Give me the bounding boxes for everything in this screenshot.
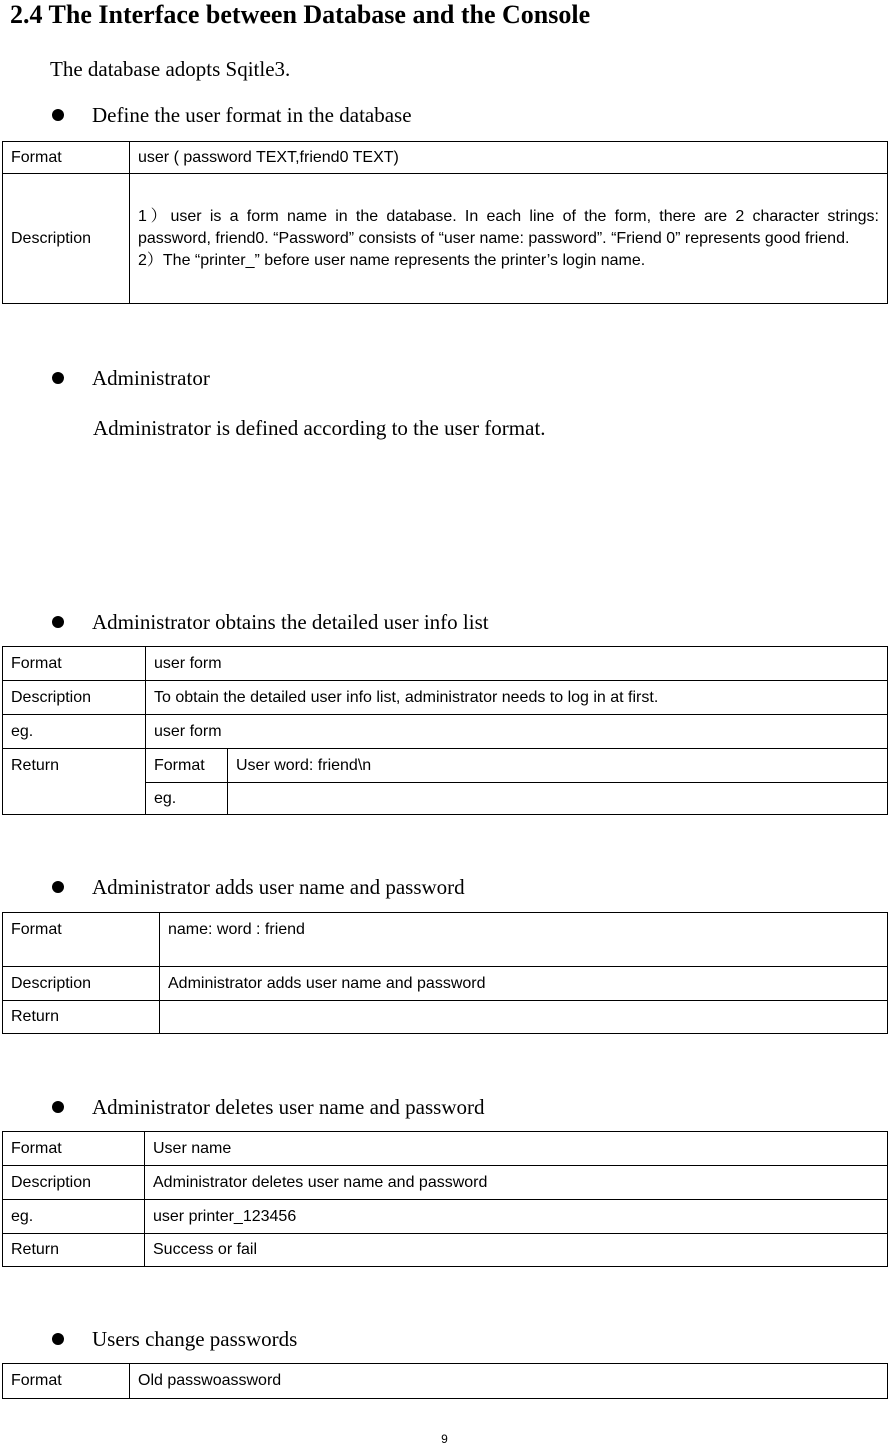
cell-value: Old passwoassword	[130, 1364, 888, 1399]
administrator-text: Administrator is defined according to the user format.	[93, 416, 546, 440]
change-password-table	[2, 1363, 888, 1399]
table-row	[3, 1132, 888, 1166]
cell-value: Administrator deletes user name and password	[145, 1166, 888, 1200]
bullet-text: Administrator deletes user name and password	[92, 1095, 485, 1119]
bullet-dot-icon	[52, 616, 64, 628]
cell-label: Return	[3, 749, 146, 815]
cell-value: user ( password TEXT,friend0 TEXT)	[130, 142, 888, 174]
table-row	[3, 1001, 888, 1034]
cell-value	[160, 1001, 888, 1034]
section-heading: 2.4 The Interface between Database and the Console	[10, 0, 591, 29]
cell-label: eg.	[3, 1200, 145, 1234]
delete-user-table	[2, 1131, 888, 1267]
cell-label: Return	[3, 1234, 145, 1267]
cell-label: eg.	[3, 715, 146, 749]
intro-text: The database adopts Sqitle3.	[50, 57, 291, 81]
cell-label: Return	[3, 1001, 160, 1034]
page-number: 9	[441, 1432, 448, 1446]
cell-sublabel: eg.	[146, 783, 228, 815]
cell-label: Format	[3, 1132, 145, 1166]
bullet-text: Administrator adds user name and password	[92, 875, 465, 899]
bullet-text: Define the user format in the database	[92, 103, 412, 127]
cell-value	[228, 783, 888, 815]
cell-label: Format	[3, 913, 160, 967]
cell-label: Description	[3, 681, 146, 715]
bullet-dot-icon	[52, 1101, 64, 1113]
bullet-dot-icon	[52, 881, 64, 893]
description-line: 1）user is a form name in the database. In each line of the form, there are 2 character strings: password, friend0. “Password” consists of “user name: password”. “Friend 0” represents good friend.	[138, 207, 879, 247]
table-row	[3, 1166, 888, 1200]
cell-label: Description	[3, 967, 160, 1001]
table-row	[3, 967, 888, 1001]
bullet-dot-icon	[52, 1333, 64, 1345]
cell-value: User word: friend\n	[228, 749, 888, 783]
cell-value: user form	[146, 715, 888, 749]
table-row	[3, 913, 888, 967]
table-row	[3, 1234, 888, 1267]
add-user-table	[2, 912, 888, 1034]
table-row	[3, 174, 888, 304]
table-row	[3, 1200, 888, 1234]
table-row	[3, 1364, 888, 1399]
table-row	[3, 142, 888, 174]
cell-sublabel: Format	[146, 749, 228, 783]
cell-value: Success or fail	[145, 1234, 888, 1267]
cell-value: user form	[146, 647, 888, 681]
cell-value: User name	[145, 1132, 888, 1166]
cell-label: Format	[3, 1364, 130, 1399]
cell-label: Description	[3, 174, 130, 304]
table-row	[3, 715, 888, 749]
user-format-table	[2, 141, 888, 304]
cell-label: Format	[3, 647, 146, 681]
table-row	[3, 681, 888, 715]
cell-value: To obtain the detailed user info list, administrator needs to log in at first.	[146, 681, 888, 715]
cell-value	[130, 174, 888, 304]
cell-value: name: word : friend	[160, 913, 888, 967]
description-line: 2）The “printer_” before user name represents the printer’s login name.	[138, 251, 646, 269]
cell-label: Description	[3, 1166, 145, 1200]
obtain-list-table	[2, 646, 888, 815]
table-row	[3, 647, 888, 681]
bullet-text: Administrator obtains the detailed user info list	[92, 610, 489, 634]
bullet-text: Administrator	[92, 366, 210, 390]
bullet-dot-icon	[52, 109, 64, 121]
table-row	[3, 749, 888, 783]
cell-value: user printer_123456	[145, 1200, 888, 1234]
bullet-text: Users change passwords	[92, 1327, 298, 1351]
cell-label: Format	[3, 142, 130, 174]
bullet-dot-icon	[52, 372, 64, 384]
cell-value: Administrator adds user name and password	[160, 967, 888, 1001]
